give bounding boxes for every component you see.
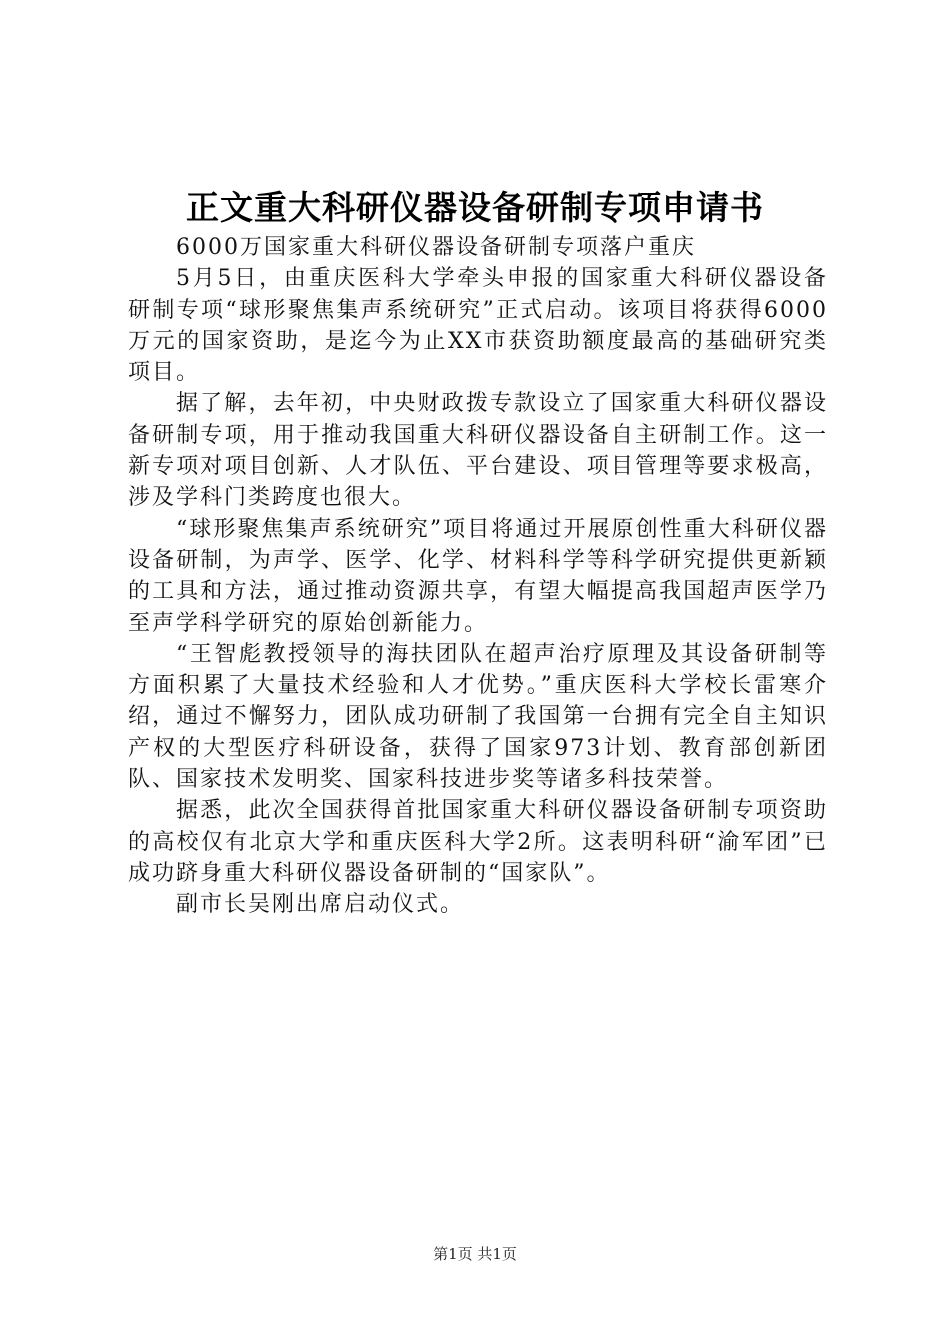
- paragraph: 据了解，去年初，中央财政拨专款设立了国家重大科研仪器设备研制专项，用于推动我国重大科研仪器设备自主研制工作。这一新专项对项目创新、人才队伍、平台建设、项目管理等要求极高，涉及学科门类跨度也很大。: [128, 391, 828, 511]
- paragraph: 5月5日，由重庆医科大学牵头申报的国家重大科研仪器设备研制专项“球形聚焦集声系统研究”正式启动。该项目将获得6000万元的国家资助，是迄今为止XX市获资助额度最高的基础研究类项目。: [128, 266, 828, 386]
- document-title: 正文重大科研仪器设备研制专项申请书: [186, 188, 764, 227]
- page-footer: 第1页 共1页: [433, 1245, 517, 1263]
- paragraph: “王智彪教授领导的海扶团队在超声治疗原理及其设备研制等方面积累了大量技术经验和人才优势。”重庆医科大学校长雷寒介绍，通过不懈努力，团队成功研制了我国第一台拥有完全自主知识产权的大型医疗科研设备，获得了国家973计划、教育部创新团队、国家技术发明奖、国家科技进步奖等诸多科技荣誉。: [128, 641, 828, 793]
- paragraph-subtitle: 6000万国家重大科研仪器设备研制专项落户重庆: [176, 235, 696, 260]
- paragraph: 据悉，此次全国获得首批国家重大科研仪器设备研制专项资助的高校仅有北京大学和重庆医科大学2所。这表明科研“渝军团”已成功跻身重大科研仪器设备研制的“国家队”。: [128, 798, 828, 886]
- paragraph: “球形聚焦集声系统研究”项目将通过开展原创性重大科研仪器设备研制，为声学、医学、化学、材料科学等科学研究提供更新颖的工具和方法，通过推动资源共享，有望大幅提高我国超声医学乃至声学科学研究的原始创新能力。: [128, 516, 828, 636]
- paragraph: 副市长吴刚出席启动仪式。: [176, 892, 465, 918]
- document-body: [128, 232, 828, 921]
